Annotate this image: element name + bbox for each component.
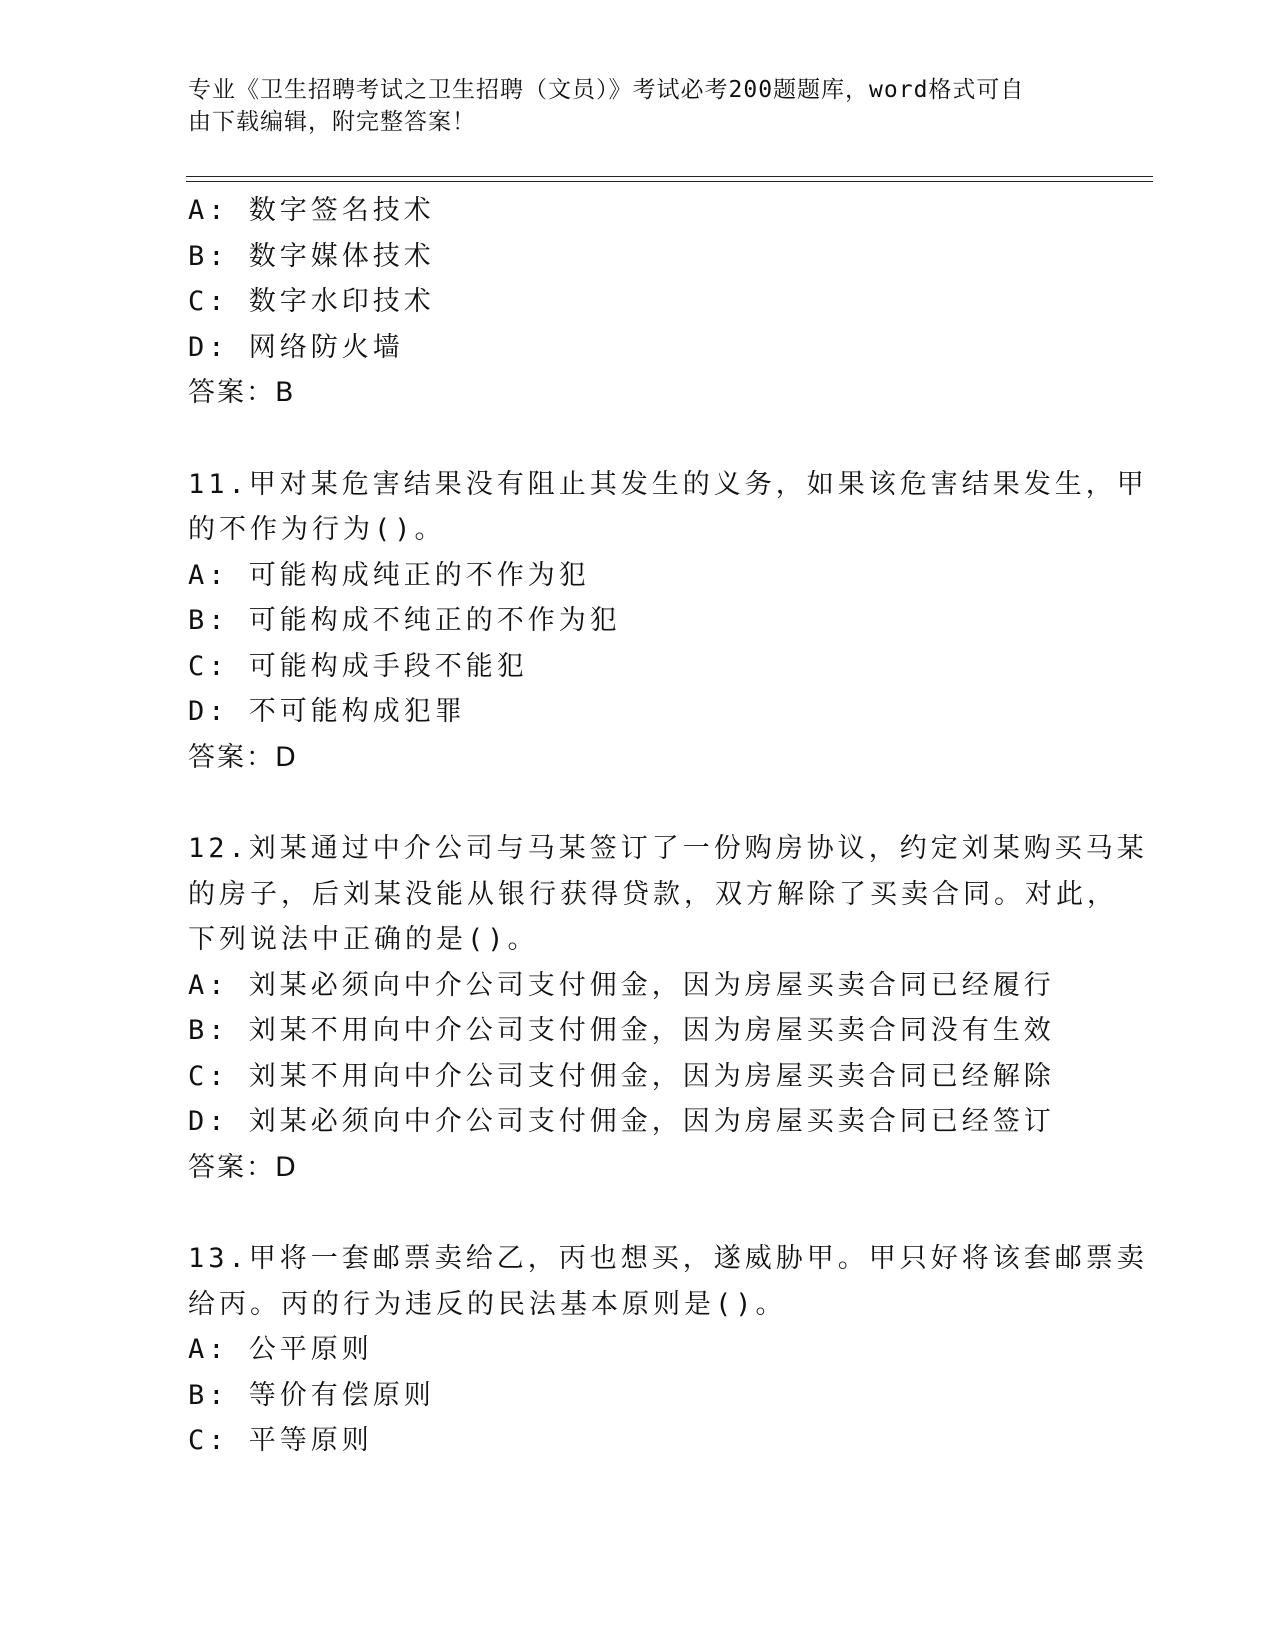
option-b: B: 等价有偿原则 xyxy=(188,1379,435,1411)
option-b: B: 刘某不用向中介公司支付佣金，因为房屋买卖合同没有生效 xyxy=(188,1015,1055,1046)
option-a: A: 刘某必须向中介公司支付佣金，因为房屋买卖合同已经履行 xyxy=(188,969,1055,1001)
question-13 xyxy=(188,1236,1148,1464)
option-c: C: 数字水印技术 xyxy=(188,286,435,317)
option-c: C: 可能构成手段不能犯 xyxy=(188,650,528,682)
answer-line: 答案：D xyxy=(188,1151,298,1183)
question-stem-line: 下列说法中正确的是()。 xyxy=(188,924,539,955)
question-stem-line: 的房子，后刘某没能从银行获得贷款，双方解除了买卖合同。对此， xyxy=(188,878,1118,910)
option-b: B: 数字媒体技术 xyxy=(188,240,435,272)
option-b: B: 可能构成不纯正的不作为犯 xyxy=(188,605,621,636)
header-divider-bottom xyxy=(186,181,1153,182)
question-stem-line: 12.刘某通过中介公司与马某签订了一份购房协议，约定刘某购买马某 xyxy=(188,833,1148,864)
document-header xyxy=(188,74,1068,138)
question-stem-line: 11.甲对某危害结果没有阻止其发生的义务，如果该危害结果发生，甲 xyxy=(188,468,1148,500)
question-12 xyxy=(188,826,1148,1190)
question-stem-line: 13.甲将一套邮票卖给乙，丙也想买，遂威胁甲。甲只好将该套邮票卖 xyxy=(188,1243,1148,1274)
option-a: A: 数字签名技术 xyxy=(188,195,435,226)
question-stem-line: 的不作为行为()。 xyxy=(188,514,446,545)
question-stem-line: 给丙。丙的行为违反的民法基本原则是()。 xyxy=(188,1288,787,1320)
answer-line: 答案：D xyxy=(188,741,298,773)
answer-line: 答案：B xyxy=(188,377,296,408)
option-c: C: 平等原则 xyxy=(188,1425,373,1456)
question-list xyxy=(188,188,1148,1464)
option-a: A: 可能构成纯正的不作为犯 xyxy=(188,559,590,591)
header-divider-top xyxy=(186,176,1153,177)
option-d: D: 不可能构成犯罪 xyxy=(188,696,466,727)
header-line-2: 由下载编辑，附完整答案！ xyxy=(188,109,476,135)
question-10 xyxy=(188,188,1088,416)
option-d: D: 网络防火墙 xyxy=(188,331,404,363)
option-d: D: 刘某必须向中介公司支付佣金，因为房屋买卖合同已经签订 xyxy=(188,1106,1055,1137)
option-c: C: 刘某不用向中介公司支付佣金，因为房屋买卖合同已经解除 xyxy=(188,1060,1055,1092)
question-11 xyxy=(188,462,1148,781)
header-line-1: 专业《卫生招聘考试之卫生招聘（文员）》考试必考200题题库，word格式可自 xyxy=(188,77,1025,103)
option-a: A: 公平原则 xyxy=(188,1334,373,1365)
